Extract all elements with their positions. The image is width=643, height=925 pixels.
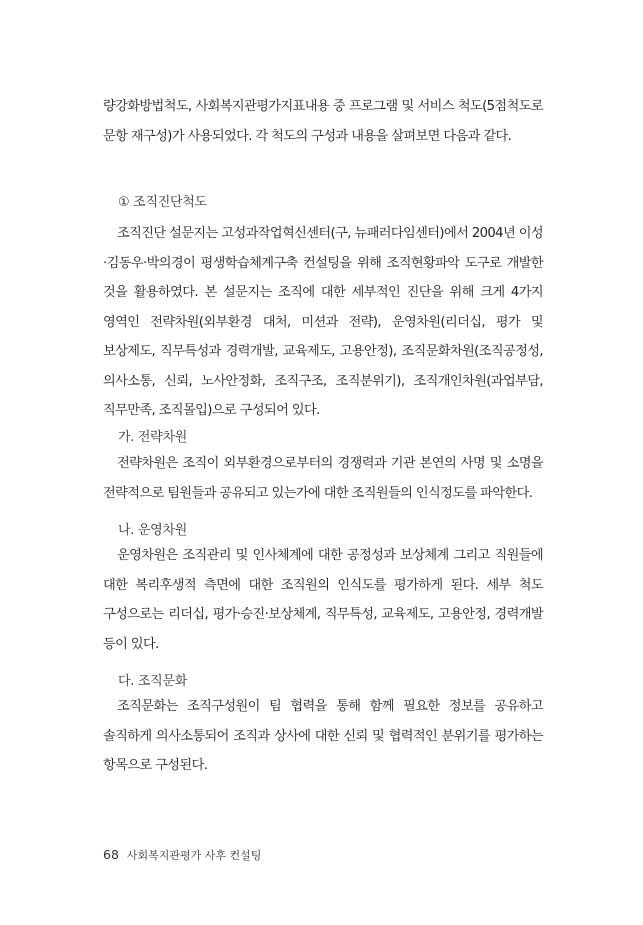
subsection-heading-culture: 다. 조직문화 xyxy=(118,674,187,689)
section-paragraph: 조직진단 설문지는 고성과작업혁신센터(구, 뉴패러다임센터)에서 2004년 이성·김동우·박의경이 평생학습체계구축 컨설팅을 위해 조직현황파악 도구로 개발한 것을 활용하였다. 본 설문지는 조직에 대한 세부적인 진단을 위해 크게 4가지 영역인 전략차원(외부환경 대처, 미션과 전략), 운영차원(리더십, 평가 및 보상제도, 직무특성과 경력개발, 교육제도, 고용안정), 조직문화차원(조직공정성, 의사소통, 신뢰, 노사안정화, 조직구조, 조직분위기), 조직개인차원(과업부담, 직무만족, 조직몰입)으로 구성되어 있다. xyxy=(103,226,543,418)
page-footer xyxy=(103,847,261,864)
section-heading: ① 조직진단척도 xyxy=(118,195,207,210)
subsection-text-operation: 운영차원은 조직관리 및 인사체계에 대한 공정성과 보상체계 그리고 직원들에 대한 복리후생적 측면에 대한 조직원의 인식도를 평가하게 된다. 세부 척도 구성으로는 리더십, 평가·승진·보상체계, 직무특성, 교육제도, 고용안정, 경력개발 등이 있다. xyxy=(103,548,543,652)
subsection-text-strategy: 전략차원은 조직이 외부환경으로부터의 경쟁력과 기관 본연의 사명 및 소명을 전략적으로 팀원들과 공유되고 있는가에 대한 조직원들의 인식정도를 파악한다. xyxy=(103,456,543,501)
running-title: 사회복지관평가 사후 컨설팅 xyxy=(126,849,262,862)
subsection-heading-operation: 나. 운영차원 xyxy=(118,523,187,538)
page-number: 68 xyxy=(103,847,119,862)
subsection-heading-strategy: 가. 전략차원 xyxy=(118,430,187,445)
intro-paragraph: 량강화방법척도, 사회복지관평가지표내용 중 프로그램 및 서비스 척도(5점척도로 문항 재구성)가 사용되었다. 각 척도의 구성과 내용을 살펴보면 다음과 같다. xyxy=(103,99,543,144)
subsection-text-culture: 조직문화는 조직구성원이 팀 협력을 통해 함께 필요한 정보를 공유하고 솔직하게 의사소통되어 조직과 상사에 대한 신뢰 및 협력적인 분위기를 평가하는 항목으로 구성된다. xyxy=(103,699,543,773)
